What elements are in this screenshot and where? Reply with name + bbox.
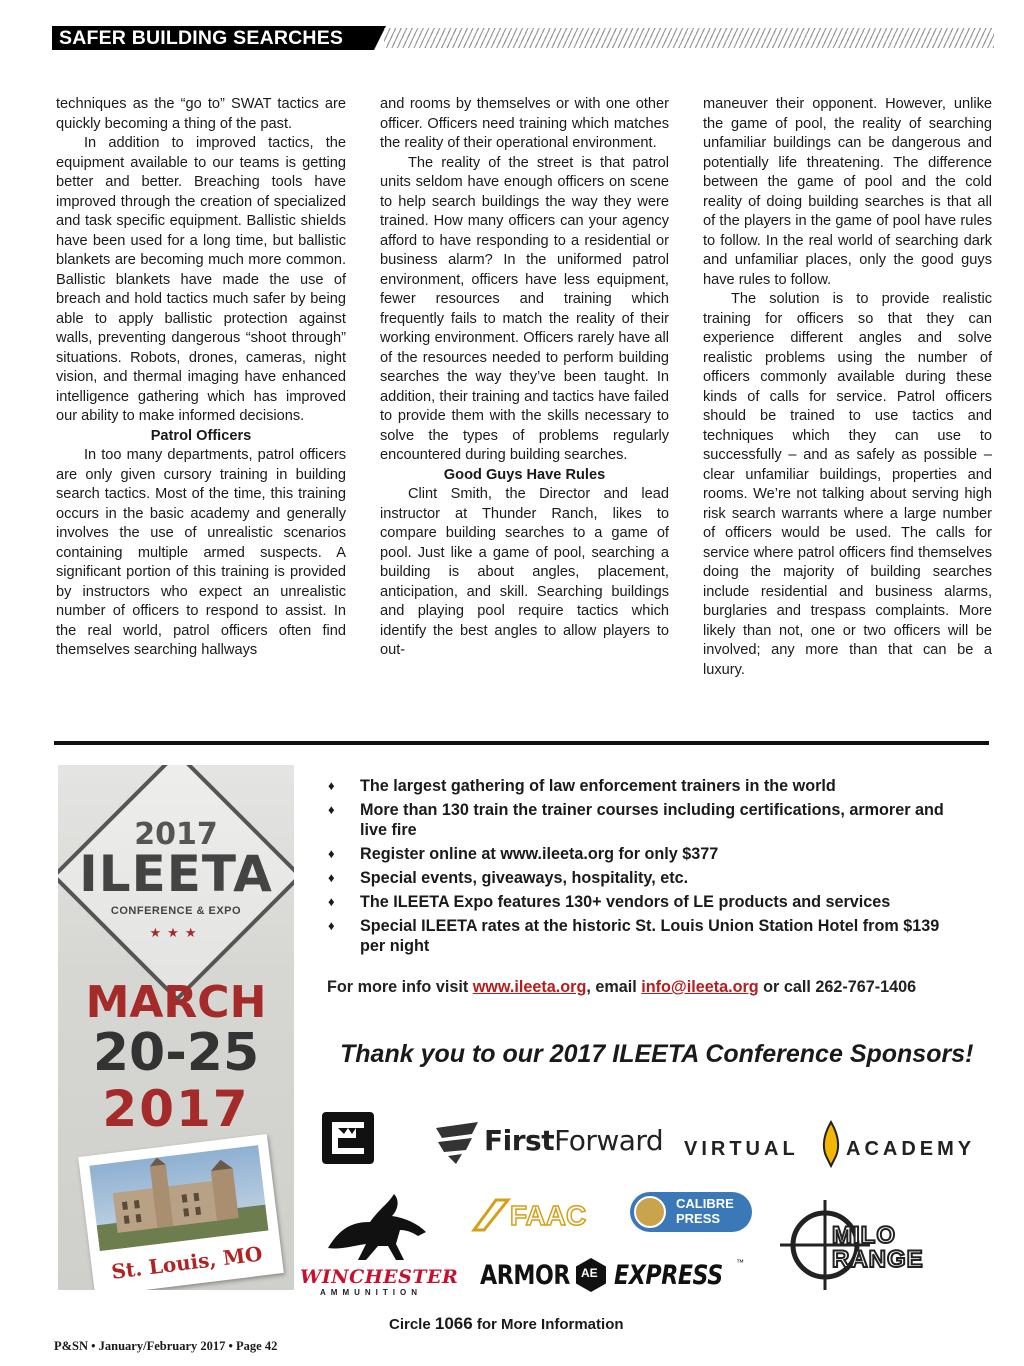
postcard-photo <box>78 1134 284 1290</box>
logo-text-ae: AE <box>581 1266 598 1280</box>
paragraph: In addition to improved tactics, the equipment available to our teams is getting better and better. Breaching tools have improved through the creation of specialized and task specific equipment. Ballistic shields have been used for a long time, but ballistic blankets are becoming much more common. Ballistic blankets have made the use of breach and hold tactics much safer by being able to apply ballistic protection against walls, preventing dangerous “shoot through” situations. Robots, drones, cameras, night vision, and thermal imaging have enhanced intelligence gathering which has improved our ability to make informed decisions. <box>56 135 346 424</box>
logo-text-ammunition: AMMUNITION <box>320 1288 422 1297</box>
subheading-good-guys: Good Guys Have Rules <box>443 466 606 483</box>
logo-text-first: First <box>484 1124 555 1157</box>
logo-text-academy: ACADEMY <box>846 1138 976 1160</box>
paragraph: maneuver their opponent. However, unlike the game of pool, the reality of searching unfamiliar buildings can be dangerous and potentially life threatening. The difference between the game of pool and the cold reality of doing building searches is that all of the players in the game of pool have rules to follow. In the real world of searching dark and unfamiliar places, only the good guys have rules to follow. <box>703 96 992 288</box>
sponsors-thanks-heading: Thank you to our 2017 ILEETA Conference Sponsors! <box>340 1040 974 1068</box>
list-item: ♦ More than 130 train the trainer courses including certifications, armorer and live fire <box>328 800 944 840</box>
list-item: ♦ The largest gathering of law enforcement trainers in the world <box>328 777 836 795</box>
sponsor-logo-calibre-press: CALIBRE PRESS <box>630 1192 752 1232</box>
sponsor-logo-faac <box>470 1196 610 1232</box>
poster-year: 2017 <box>134 817 218 852</box>
sponsor-logo-winchester <box>300 1188 464 1300</box>
list-item: ♦ Register online at www.ileeta.org for only $377 <box>328 845 719 864</box>
logo-text-range: RANGE <box>832 1246 924 1273</box>
postcard-caption: St. Louis, MO <box>110 1241 264 1284</box>
email-link[interactable]: info@ileeta.org <box>641 978 759 996</box>
section-title: SAFER BUILDING SEARCHES <box>52 26 374 50</box>
more-info-line: For more info visit www.ileeta.org, email info@ileeta.org or call 262-767-1406 <box>327 978 917 996</box>
ad-feature-list <box>326 776 966 960</box>
sponsor-logo-c <box>322 1112 374 1164</box>
diamond-bullet-icon: ♦ <box>328 917 335 933</box>
diamond-bullet-icon: ♦ <box>328 894 335 910</box>
horse-rider-icon <box>322 1188 432 1264</box>
reader-service-note: Circle 1066 for More Information <box>389 1314 624 1333</box>
poster-dates: 20-25 <box>92 1023 260 1083</box>
subheading-patrol-officers: Patrol Officers <box>150 427 252 444</box>
poster-month: MARCH <box>85 977 267 1028</box>
coin-icon <box>634 1196 666 1228</box>
diamond-bullet-icon: ♦ <box>328 870 335 886</box>
flame-icon <box>820 1120 842 1168</box>
ileeta-poster <box>58 765 294 1290</box>
header-hatch-decoration <box>384 28 994 48</box>
poster-subtitle: CONFERENCE & EXPO <box>110 905 242 917</box>
sponsor-logo-milo-range <box>780 1200 992 1290</box>
article-column-1 <box>56 95 346 661</box>
website-link[interactable]: www.ileeta.org <box>472 978 587 996</box>
diamond-bullet-icon: ♦ <box>328 801 335 817</box>
trademark-mark: ™ <box>736 1258 744 1267</box>
logo-text-milo: MILO <box>832 1222 896 1249</box>
poster-title: ILEETA <box>79 845 273 903</box>
logo-text-armor: ARMOR <box>480 1260 571 1291</box>
sponsor-logo-first-forward <box>432 1118 664 1170</box>
logo-text-forward: Forward <box>554 1124 664 1157</box>
article-column-2 <box>380 95 669 661</box>
paragraph: The solution is to provide realistic training for officers so that they can experience different angles and solve realistic problems using the number of officers commonly available during these kinds of calls for service. Patrol officers should be trained to use tactics and techniques which they can use to successfully – and as safely as possible – clear unfamiliar buildings, properties and rooms. We’re not talking about serving high risk search warrants where a large number of officers would be used. The calls for service where patrol officers find themselves doing the majority of building searches include residential and business alarms, burglaries and trespass complaints. More likely than not, one or two officers will be involved; any more than that can be a luxury. <box>703 291 992 678</box>
logo-text-virtual: VIRTUAL <box>684 1138 799 1160</box>
page-footer: P&SN • January/February 2017 • Page 42 <box>54 1339 278 1353</box>
sponsor-logo-virtual-academy <box>684 1120 989 1172</box>
poster-date-year: 2017 <box>102 1080 250 1138</box>
ad-divider <box>54 741 989 745</box>
diamond-bullet-icon: ♦ <box>328 846 335 862</box>
logo-text-winchester: WINCHESTER <box>300 1266 459 1288</box>
paragraph: The reality of the street is that patrol units seldom have enough officers on scene to help search buildings the way they were trained. How many officers can your agency afford to have responding to a residential or business alarm? In the uniformed patrol environment, officers have less equipment, fewer resources and training which frequently fails to match the reality of their working environment. Officers rarely have all of the resources needed to perform building searches the way they’ve been taught. In addition, their training and tactics have failed to provide them with the skills necessary to solve the types of problems regularly encountered during building searches. <box>380 154 669 463</box>
logo-text-faac: FAAC <box>510 1200 587 1231</box>
list-item: ♦ The ILEETA Expo features 130+ vendors of LE products and services <box>328 893 891 912</box>
list-item: ♦ Special events, giveaways, hospitality, etc. <box>328 869 689 888</box>
paragraph: and rooms by themselves or with one other officer. Officers need training which matches the reality of their operational environment. <box>380 96 669 151</box>
poster-stars: ★★★ <box>149 925 203 940</box>
paragraph: techniques as the “go to” SWAT tactics are quickly becoming a thing of the past. <box>56 96 346 132</box>
paragraph: Clint Smith, the Director and lead instructor at Thunder Ranch, likes to compare building searches to a game of pool. Just like a game of pool, searching a building is about angles, placement, anticipation, and skill. Searching buildings and playing pool require tactics which identify the best angles to allow players to out- <box>380 486 669 658</box>
article-column-3 <box>703 95 992 680</box>
paragraph: In too many departments, patrol officers are only given cursory training in building search tactics. Most of the time, this training occurs in the basic academy and generally involves the use of unrealistic scenarios containing multiple armed suspects. A significant portion of this training is provided by instructors who expect an unrealistic number of officers to respond to assist. In the real world, patrol officers often find themselves searching hallways <box>56 447 346 658</box>
section-header <box>52 26 994 50</box>
logo-text-express: EXPRESS <box>614 1260 723 1291</box>
sponsor-logo-armor-express <box>480 1258 744 1294</box>
reader-service-number: 1066 <box>434 1314 473 1333</box>
list-item: ♦ Special ILEETA rates at the historic St. Louis Union Station Hotel from $139 per night <box>328 916 940 956</box>
st-louis-building-image <box>89 1145 268 1251</box>
diamond-bullet-icon: ♦ <box>328 778 335 793</box>
